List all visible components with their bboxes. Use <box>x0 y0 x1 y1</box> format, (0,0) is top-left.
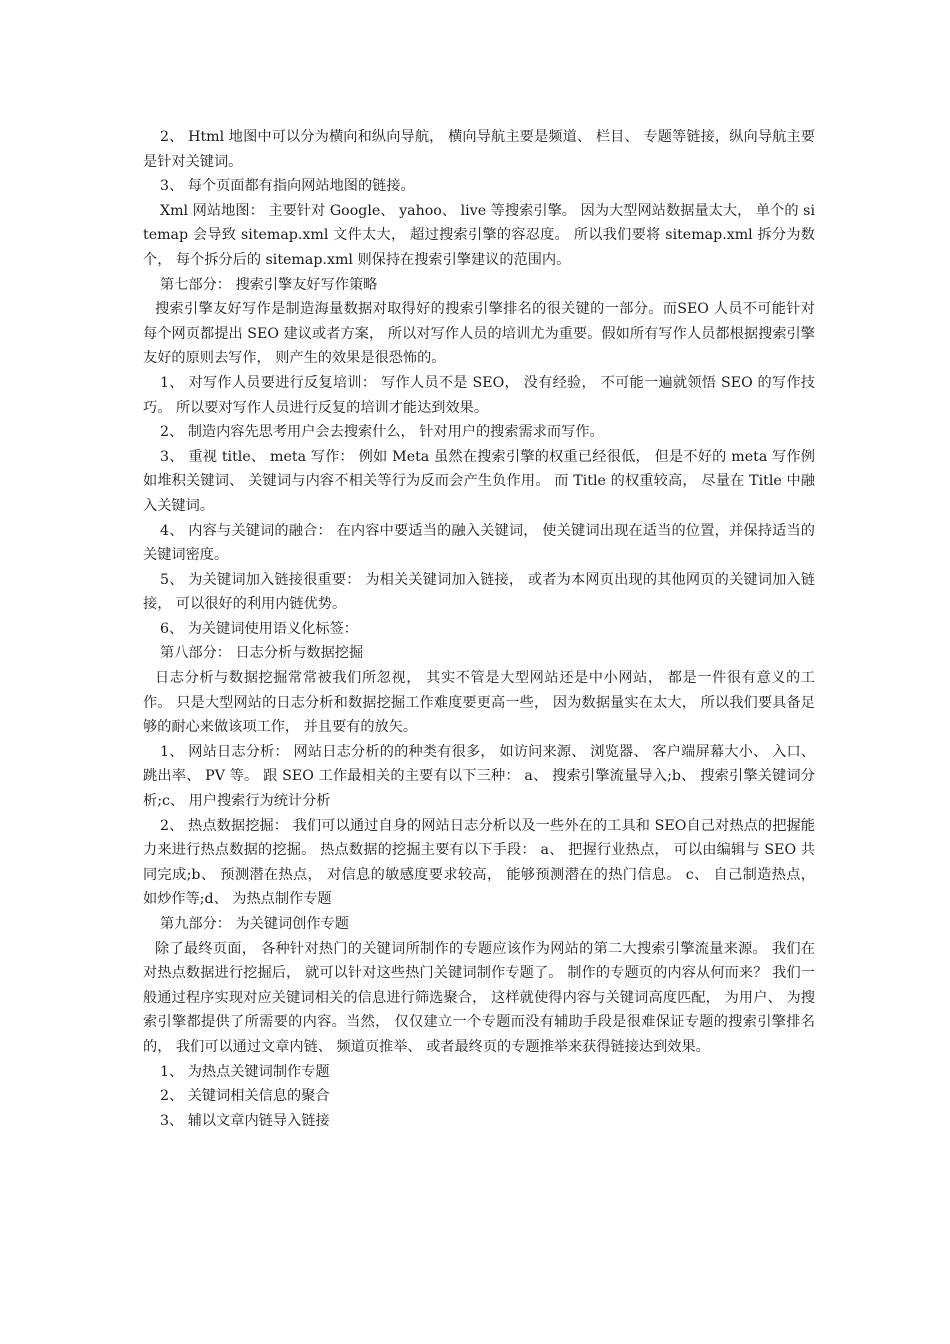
list-item-semantic-tags: 6、 为关键词使用语义化标签： <box>160 620 358 637</box>
list-item-user-search-thinking: 2、 制造内容先思考用户会去搜索什么， 针对用户的搜索需求而写作。 <box>160 424 604 441</box>
section-heading-part-8: 第八部分： 日志分析与数据挖掘 <box>160 645 364 662</box>
list-item-title-meta: 3、 重视 title、 meta 写作： 例如 Meta 虽然在搜索引擎的权重已经很低， 但是不好的 meta 写作例如堆积关键词、 关键词与内容不相关等行为反而会产生负作用。 而 Title 的权重较高， 尽量在 Title 中融入关键词。 <box>143 448 815 514</box>
section-heading-part-9: 第九部分： 为关键词创作专题 <box>160 916 349 932</box>
list-item-keyword-fusion: 4、 内容与关键词的融合： 在内容中要适当的融入关键词， 使关键词出现在适当的位置，并保持适当的关键词密度。 <box>143 522 815 564</box>
section-heading-part-7: 第七部分： 搜索引擎友好写作策略 <box>160 276 378 293</box>
document-page <box>143 125 815 1133</box>
list-item-hotspot-mining: 2、 热点数据挖掘： 我们可以通过自身的网站日志分析以及一些外在的工具和 SEO自己对热点的把握能力来进行热点数据的挖掘。 热点数据的挖掘主要有以下手段： a、 把握行业热点， 可以由编辑与 SEO 共同完成;b、 预测潜在热点， 对信息的敏感度要求较高， 能够预测潜在的热门信息。 c、 自己制造热点， 如炒作等;d、 为热点制作专题 <box>143 817 815 908</box>
list-item-keyword-links: 5、 为关键词加入链接很重要： 为相关关键词加入链接， 或者为本网页出现的其他网页的关键词加入链接， 可以很好的利用内链优势。 <box>143 571 815 613</box>
paragraph-topic-pages: 除了最终页面， 各种针对热门的关键词所制作的专题应该作为网站的第二大搜索引擎流量来源。 我们在对热点数据进行挖掘后， 就可以针对这些热门关键词制作专题了。 制作的专题页的内容从何而来？ 我们一般通过程序实现对应关键词相关的信息进行筛选聚合， 这样就使得内容与关键词高度匹配， 为用户、 为搜索引擎都提供了所需要的内容。当然， 仅仅建立一个专题而没有辅助手段是很难保证专题的搜索引擎排名的， 我们可以通过文章内链、 频道页推举、 或者最终页的专题推举来获得链接达到效果。 <box>143 940 815 1055</box>
list-item-internal-links: 3、 辅以文章内链导入链接 <box>160 1112 330 1129</box>
paragraph-sitemap-link: 3、 每个页面都有指向网站地图的链接。 <box>160 178 415 195</box>
list-item-writer-training: 1、 对写作人员要进行反复培训： 写作人员不是 SEO， 没有经验， 不可能一遍就领悟 SEO 的写作技巧。 所以要对写作人员进行反复的培训才能达到效果。 <box>143 374 815 416</box>
list-item-hot-keyword-topics: 1、 为热点关键词制作专题 <box>160 1063 330 1080</box>
paragraph-html-sitemap-navigation: 2、 Html 地图中可以分为横向和纵向导航， 横向导航主要是频道、 栏目、 专题等链接，纵向导航主要是针对关键词。 <box>143 129 815 170</box>
list-item-site-log-analysis: 1、 网站日志分析： 网站日志分析的的种类有很多， 如访问来源、 浏览器、 客户端屏幕大小、 入口、 跳出率、 PV 等。 跟 SEO 工作最相关的主要有以下三种： a、 搜索引擎流量导入;b、 搜索引擎关键词分析;c、 用户搜索行为统计分析 <box>143 743 815 810</box>
list-item-keyword-aggregation: 2、 关键词相关信息的聚合 <box>160 1088 330 1105</box>
paragraph-log-analysis-intro: 日志分析与数据挖掘常常被我们所忽视， 其实不管是大型网站还是中小网站， 都是一件很有意义的工作。 只是大型网站的日志分析和数据挖掘工作难度要更高一些， 因为数据量实在太大， 所以我们要具备足够的耐心来做该项工作， 并且要有的放矢。 <box>143 670 815 736</box>
paragraph-xml-sitemap: Xml 网站地图： 主要针对 Google、 yahoo、 live 等搜索引擎。 因为大型网站数据量太大， 单个的 sitemap 会导致 sitemap.xml 文件太大， 超过搜索引擎的容忍度。 所以我们要将 sitemap.xml 拆分为数个， 每个拆分后的 sitemap.xml 则保持在搜索引擎建议的范围内。 <box>143 202 815 268</box>
paragraph-seo-writing-intro: 搜索引擎友好写作是制造海量数据对取得好的搜索引擎排名的很关键的一部分。而SEO 人员不可能针对每个网页都提出 SEO 建议或者方案， 所以对写作人员的培训尤为重要。假如所有写作人员都根据搜索引擎友好的原则去写作， 则产生的效果是很恐怖的。 <box>143 301 815 367</box>
